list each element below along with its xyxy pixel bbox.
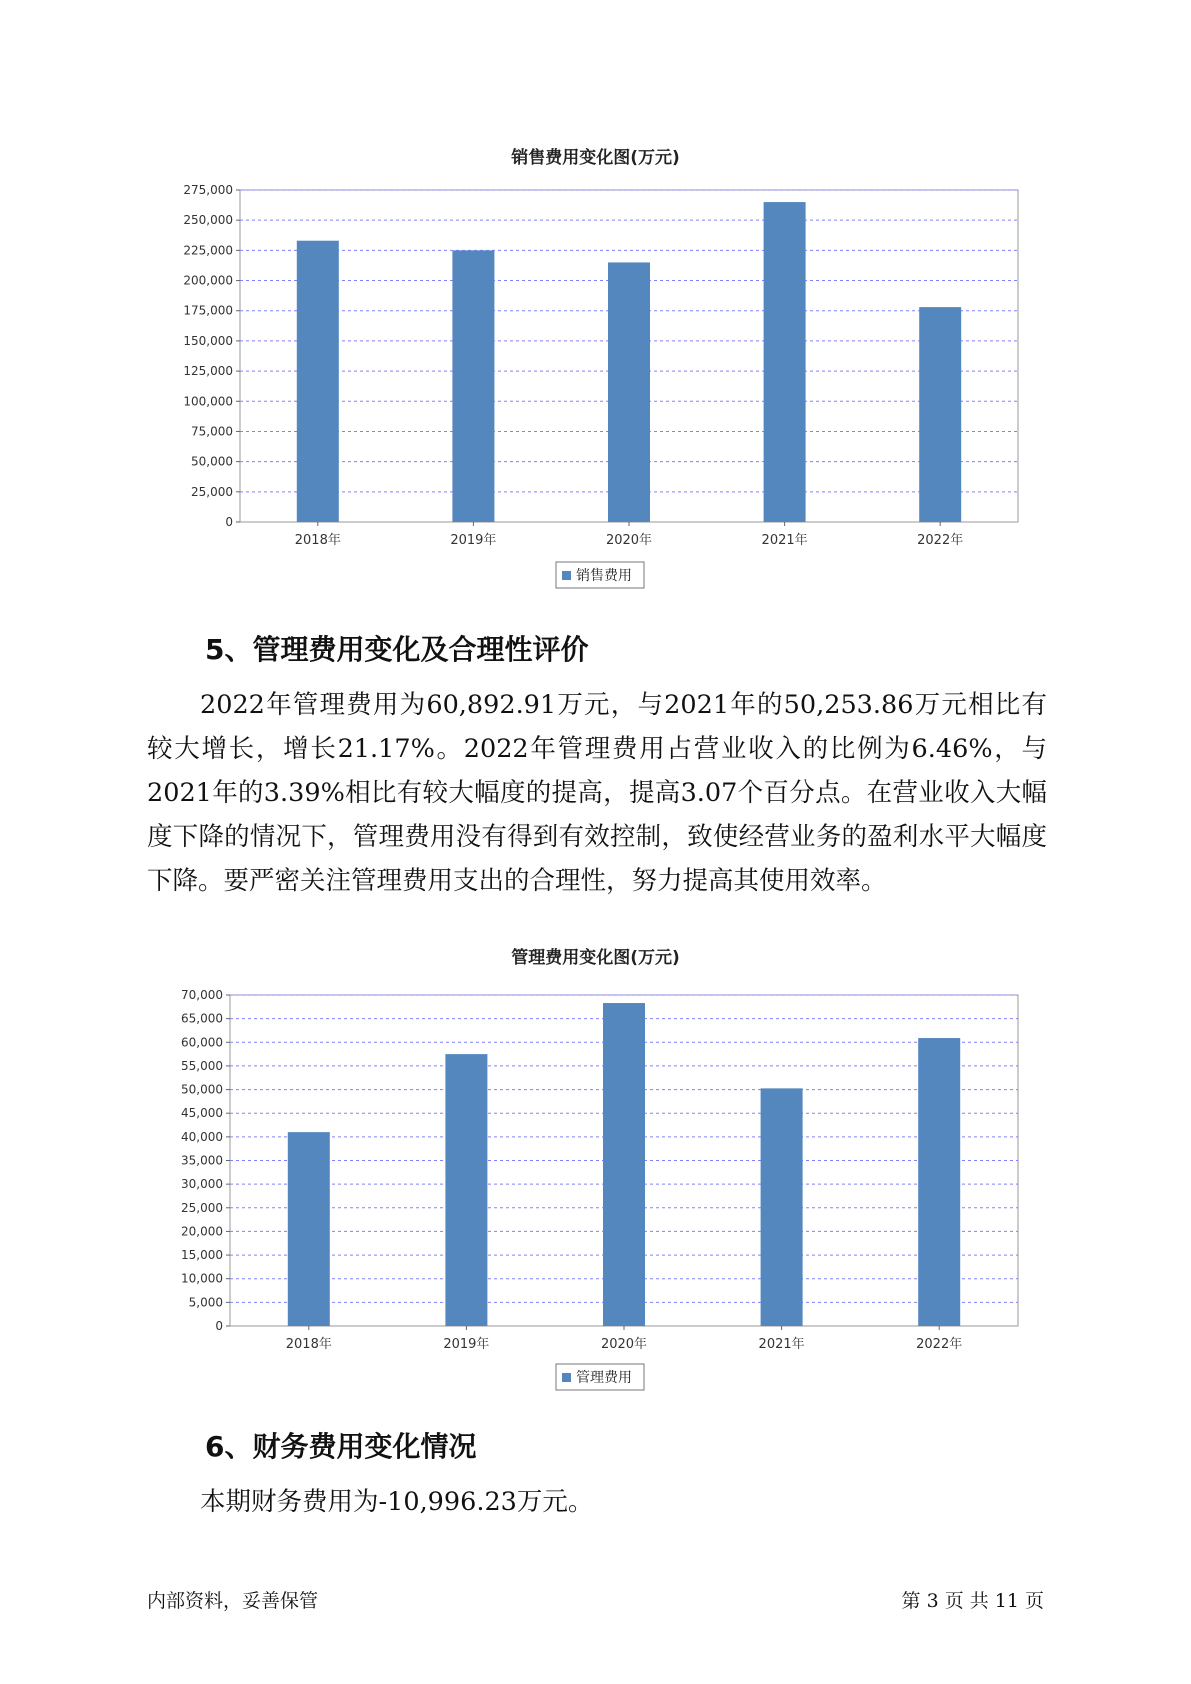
admin-expense-chart	[0, 975, 1191, 1395]
footer-page-number: 第 3 页 共 11 页	[901, 1590, 1044, 1612]
section6-paragraph: 本期财务费用为-10,996.23万元。	[200, 1487, 594, 1517]
y-tick-label: 45,000	[181, 1106, 223, 1121]
y-tick-label: 200,000	[183, 273, 233, 288]
y-tick-label: 70,000	[181, 988, 223, 1002]
x-tick-label: 2018年	[285, 1337, 332, 1352]
x-tick-label: 2018年	[294, 533, 341, 548]
y-tick-label: 65,000	[181, 1011, 223, 1026]
bar	[288, 1132, 330, 1326]
y-tick-label: 25,000	[181, 1200, 223, 1215]
y-tick-label: 250,000	[183, 213, 233, 228]
y-tick-label: 60,000	[181, 1035, 223, 1050]
chart1-title: 销售费用变化图(万元)	[511, 148, 680, 168]
sales-expense-chart	[0, 170, 1191, 590]
y-tick-label: 50,000	[181, 1082, 223, 1097]
y-tick-label: 275,000	[183, 183, 233, 197]
x-tick-label: 2021年	[758, 1337, 805, 1352]
y-tick-label: 55,000	[181, 1058, 223, 1073]
y-tick-label: 0	[225, 515, 233, 529]
bar	[918, 1038, 960, 1326]
legend-swatch	[562, 1373, 571, 1382]
y-tick-label: 100,000	[183, 394, 233, 409]
bar	[603, 1003, 645, 1326]
y-tick-label: 15,000	[181, 1248, 223, 1263]
x-tick-label: 2019年	[443, 1337, 490, 1352]
y-tick-label: 150,000	[183, 333, 233, 348]
x-tick-label: 2021年	[761, 533, 808, 548]
x-tick-label: 2022年	[916, 1337, 963, 1352]
chart2-title: 管理费用变化图(万元)	[511, 948, 680, 968]
section6-heading: 6、财务费用变化情况	[205, 1430, 477, 1463]
y-tick-label: 30,000	[181, 1177, 223, 1192]
x-tick-label: 2019年	[450, 533, 497, 548]
footer-confidential-note: 内部资料，妥善保管	[147, 1590, 319, 1612]
bar	[452, 250, 494, 522]
section5-paragraph: 2022年管理费用为60,892.91万元，与2021年的50,253.86万元相比有较大增长，增长21.17%。2022年管理费用占营业收入的比例为6.46%，与2021年的3.39%相比有较大幅度的提高，提高3.07个百分点。在营业收入大幅度下降的情况下，管理费用没有得到有效控制，致使经营业务的盈利水平大幅度下降。要严密关注管理费用支出的合理性，努力提高其使用效率。	[147, 690, 1047, 896]
y-tick-label: 10,000	[181, 1271, 223, 1286]
bar	[764, 202, 806, 522]
bar	[297, 241, 339, 522]
bar	[761, 1088, 803, 1326]
x-tick-label: 2022年	[917, 533, 964, 548]
y-tick-label: 25,000	[191, 484, 233, 499]
legend-label: 销售费用	[576, 568, 632, 584]
y-tick-label: 125,000	[183, 364, 233, 379]
y-tick-label: 35,000	[181, 1153, 223, 1168]
y-tick-label: 225,000	[183, 243, 233, 258]
bar	[445, 1054, 487, 1326]
y-tick-label: 75,000	[191, 424, 233, 439]
bar	[919, 307, 961, 522]
legend-label: 管理费用	[576, 1370, 632, 1386]
x-tick-label: 2020年	[600, 1337, 648, 1352]
section5-heading: 5、管理费用变化及合理性评价	[205, 633, 589, 666]
y-tick-label: 40,000	[181, 1129, 223, 1144]
y-tick-label: 20,000	[181, 1224, 223, 1239]
y-tick-label: 175,000	[183, 303, 233, 318]
y-tick-label: 50,000	[191, 454, 233, 469]
legend-swatch	[562, 571, 571, 580]
y-tick-label: 5,000	[188, 1295, 223, 1310]
bar	[608, 262, 650, 522]
y-tick-label: 0	[215, 1319, 223, 1333]
x-tick-label: 2020年	[605, 533, 653, 548]
